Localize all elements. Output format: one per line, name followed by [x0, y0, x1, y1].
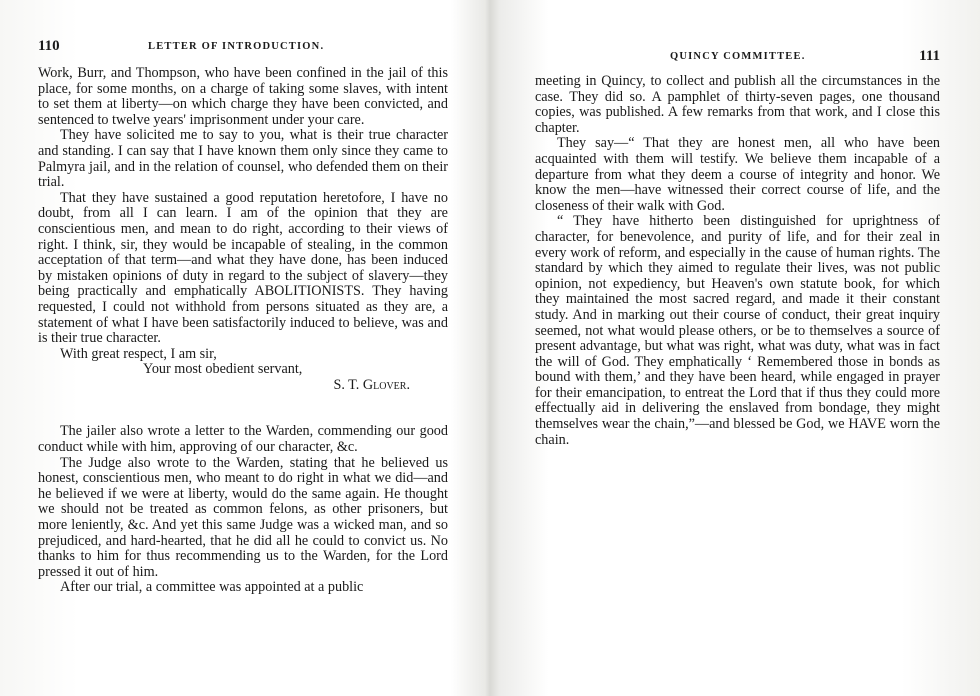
left-page-body [38, 66, 448, 596]
paragraph: meeting in Quincy, to collect and publish all the circumstances in the case. They did so. A pamphlet of thirty-seven pages, one thousand copies, was published. A few remarks from that work, and I close this chapter. [535, 73, 940, 136]
paragraph: That they have sustained a good reputation heretofore, I have no doubt, from all I can learn. I am of the opinion that they are conscientious men, and mean to do right, according to their views of right. I think, sir, they would be incapable of stealing, in the common acceptation of that term—and what they have done, has been induced by mistaken opinions of duty in regard to the subject of slavery—they being practically and emphatically ABOLITIONISTS. They having requested, I could not withhold from persons situated as they are, a statement of what I have been satisfactorily induced to believe, was and is their true character. [38, 189, 448, 347]
left-page-number: 110 [38, 38, 60, 54]
right-page [535, 0, 940, 696]
letter-signoff: Your most obedient servant, [143, 361, 303, 378]
paragraph: The jailer also wrote a letter to the Warden, commending our good conduct while with him, approving of our character, &c. [38, 423, 448, 456]
right-page-body [535, 74, 940, 448]
left-running-title: LETTER OF INTRODUCTION. [148, 41, 325, 52]
right-running-head [535, 48, 940, 66]
letter-signature [38, 378, 448, 394]
paragraph: They have solicited me to say to you, what is their true character and standing. I can say that I have known them only since they came to Palmyra jail, and in the relation of counsel, who defended them on their trial. [38, 127, 448, 191]
paragraph: After our trial, a committee was appointed at a public [60, 579, 364, 596]
letter-closing: With great respect, I am sir, [60, 345, 217, 362]
signature-name: S. T. Glover. [333, 376, 410, 393]
right-running-title: QUINCY COMMITTEE. [670, 51, 806, 62]
paragraph: Work, Burr, and Thompson, who have been confined in the jail of this place, for some months, on a charge of taking some slaves, with intent to set them at liberty—on which charge they have been convicted, and sentenced to twelve years' imprisonment under your care. [38, 65, 448, 128]
paragraph: “ They have hitherto been distinguished for uprightness of character, for benevolence, and purity of life, and for their zeal in every work of reform, and especially in the cause of human rights. The standard by which they aimed to regulate their lives, was not public opinion, not expediency, but Heaven's own statute book, for which they maintained the most sacred regard, and made it their constant study. And in marking out their course of conduct, their great inquiry seemed, not what would please others, or be to themselves a source of present advantage, but what was right, what was duty, what was in fact the will of God. They emphatically ‘ Remembered those in bonds as bound with them,’ and they have been heard, while engaged in prayer for their emancipation, to entreat the Lord that if thus they could more effectually aid in delivering the enslaved from bondage, they might themselves wear the chain,”—and blessed be God, we HAVE worn the chain. [535, 213, 940, 448]
right-page-number: 111 [919, 48, 940, 64]
paragraph: The Judge also wrote to the Warden, stating that he believed us honest, conscientious men, who meant to do right in what we did—and he believed if we were at liberty, would do the same again. He thought we should not be treated as common felons, as other prisoners, but more leniently, &c. And yet this same Judge was a wicked man, and so prejudiced, and hard-hearted, that he did all he could to convict us. No thanks to him for thus recommending us to the Warden, for the Lord pressed it out of him. [38, 454, 448, 580]
left-running-head [38, 38, 448, 56]
left-page [38, 0, 448, 696]
paragraph: They say—“ That they are honest men, all who have been acquainted with them will testify. We believe them incapable of a departure from what they deem a course of integrity and honor. We know the men—have witnessed their correct course of life, and the closeness of their walk with God. [535, 135, 940, 214]
